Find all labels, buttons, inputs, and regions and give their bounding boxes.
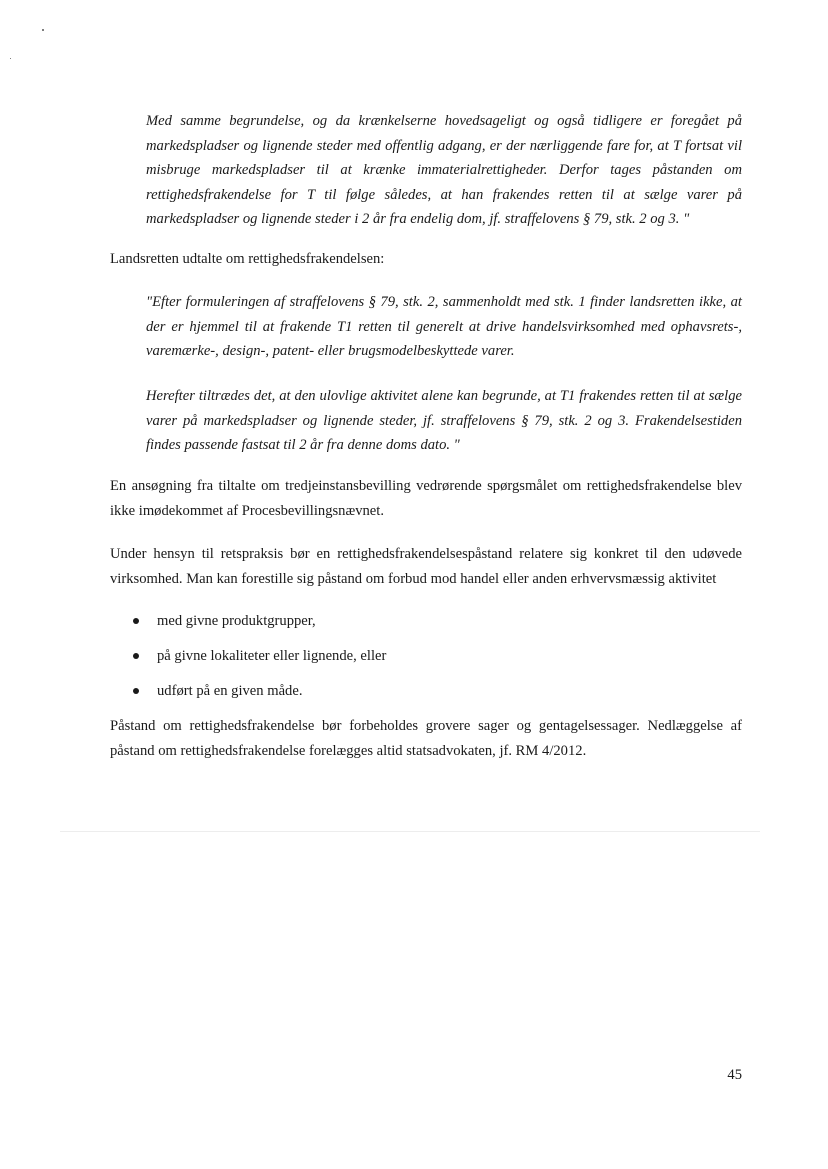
quote-paragraph-2: "Efter formuleringen af straffelovens § 79, stk. 2, sammenholdt med stk. 1 finder landsretten ikke, at der er hjemmel til at frakende T1 retten til generelt at drive handelsvirksomhed med ophavsrets-, varemærke-, design-, patent- eller brugsmodelbeskyttede varer. (146, 294, 742, 359)
bullet-text: udført på en given måde. (157, 683, 303, 699)
list-item (110, 679, 742, 714)
bullet-icon (133, 653, 139, 659)
landsret-intro-paragraph: Landsretten udtalte om rettighedsfrakendelsen: (110, 251, 385, 267)
bullet-list (110, 609, 742, 714)
quote-paragraph-1: Med samme begrundelse, og da krænkelserne hovedsageligt og også tidligere er foregået på markedspladser og lignende steder med offentlig adgang, er der nærliggende fare for, at T fortsat vil misbruge markedspladser til at krænke immaterialrettigheder. Derfor tages påstanden om rettighedsfrakendelse for T til følge således, at han frakendes retten til at sælge varer på markedspladser og lignende steder i 2 år fra endelig dom, jf. straffelovens § 79, stk. 2 og 3. " (146, 113, 742, 227)
bullet-icon (133, 618, 139, 624)
bullet-text: på givne lokaliteter eller lignende, eller (157, 648, 387, 664)
page-number: 45 (727, 1067, 742, 1083)
bullet-icon (133, 688, 139, 694)
paastand-paragraph: Påstand om rettighedsfrakendelse bør forbeholdes grovere sager og gentagelsessager. Nedlæggelse af påstand om rettighedsfrakendelse forelægges altid statsadvokaten, jf. RM 4/2012. (110, 718, 742, 759)
list-item (110, 609, 742, 644)
scan-artifact-line (60, 831, 760, 832)
scan-speck (10, 58, 11, 59)
retspraksis-paragraph: Under hensyn til retspraksis bør en rettighedsfrakendelsespåstand relatere sig konkret til den udøvede virksomhed. Man kan forestille sig påstand om forbud mod handel eller anden erhvervsmæssig aktivitet (110, 546, 742, 587)
ansoegning-paragraph: En ansøgning fra tiltalte om tredjeinstansbevilling vedrørende spørgsmålet om rettighedsfrakendelse blev ikke imødekommet af Procesbevillingsnævnet. (110, 478, 742, 519)
scan-speck (42, 29, 44, 31)
quote-paragraph-3: Herefter tiltrædes det, at den ulovlige aktivitet alene kan begrunde, at T1 frakendes retten til at sælge varer på markedspladser og lignende steder, jf. straffelovens § 79, stk. 2 og 3. Frakendelsestiden findes passende fastsat til 2 år fra denne doms dato. " (146, 388, 742, 453)
list-item (110, 644, 742, 679)
bullet-text: med givne produktgrupper, (157, 613, 316, 629)
